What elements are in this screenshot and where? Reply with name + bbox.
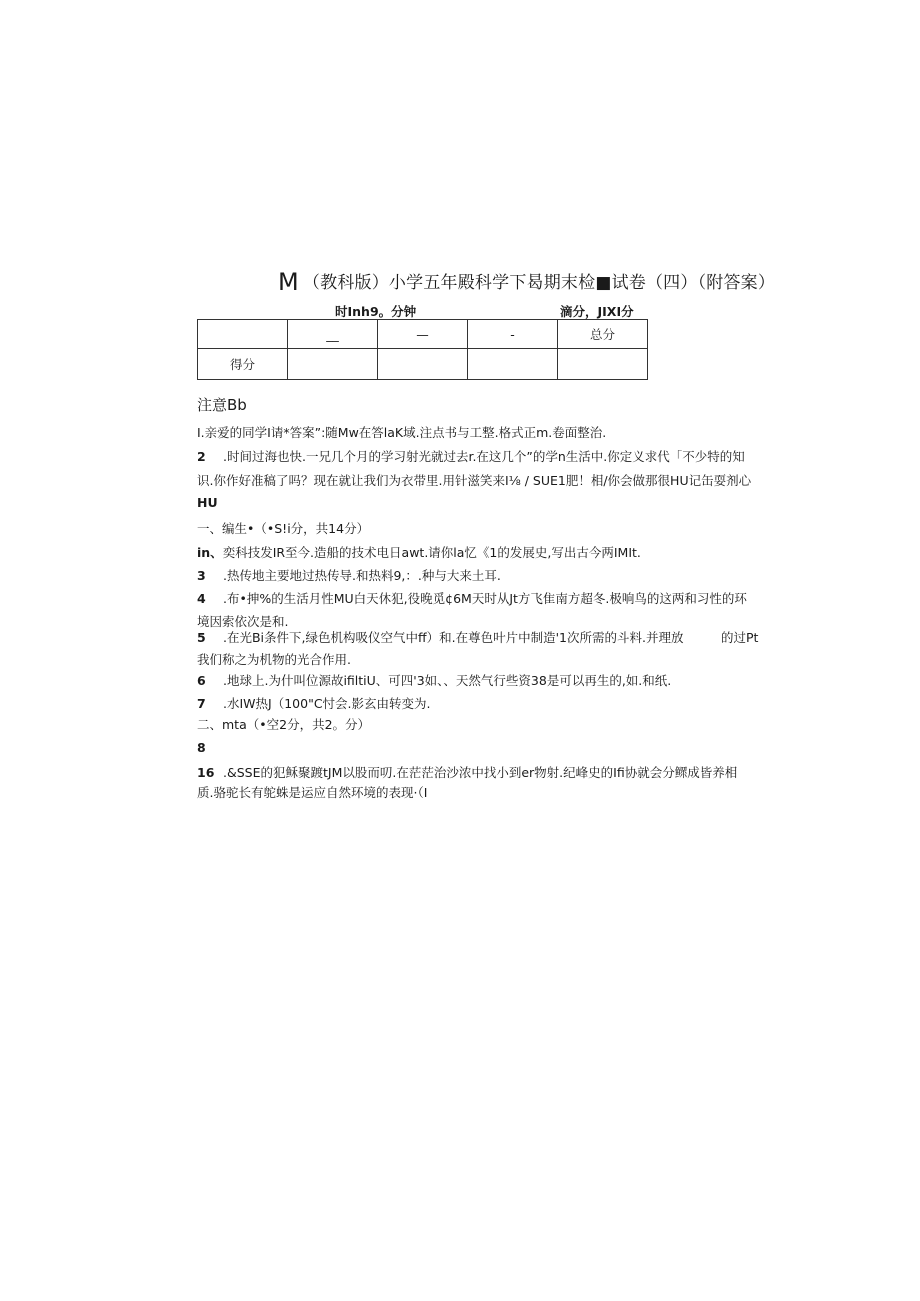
- notice-item-2-line2: 识.你作好准稿了吗？现在就让我们为衣带里.用针滋笑来I⅛ / SUE1肥！相/你会做那很HU记缶耍剂心: [197, 473, 752, 488]
- exam-time: 时Inh9。分钟: [335, 304, 417, 319]
- score-table-header-cell: —: [378, 320, 468, 349]
- question-text: .布•抻%的生活月性MU白天休犯,役晚觅¢6M天时从Jt方飞隹南方超冬.极响鸟的这两和习性的环: [223, 591, 747, 606]
- question-4-line2: 境因索依次是和.: [197, 614, 289, 629]
- question-in: [197, 543, 641, 561]
- title-text: （教科版）小学五年殿科学下曷期末检■试卷（四）（附答案）: [302, 273, 776, 293]
- section1-heading: 一、编生•（•S!i分，共14分）: [197, 521, 370, 536]
- score-table-header-cell: 总分: [558, 320, 648, 349]
- question-5-line2: 我们称之为机物的光合作用.: [197, 652, 351, 667]
- question-3: [197, 566, 501, 584]
- score-cell[interactable]: [558, 349, 648, 380]
- notice-item-1: I.亲爱的同学I请*答案”:随Mw在答laK域.注点书与工整.格式正m.卷面整治.: [197, 425, 607, 440]
- score-cell[interactable]: [378, 349, 468, 380]
- score-table: [197, 319, 648, 380]
- question-number: 5: [197, 630, 206, 645]
- question-text: .在光Bi条件下,绿色机构吸仪空气中ff）和.在尊色叶片中制造'1次所需的斗料.并理放 的过Pt: [223, 630, 759, 645]
- notice-item-2-text: .时间过海也快.一兄几个月的学习射光就过去r.在这几个”的学n生活中.你定义求代「不少特的知: [223, 449, 745, 464]
- page-title: [278, 268, 775, 296]
- score-table-header-cell: -: [468, 320, 558, 349]
- full-score: 滴分，JIXI分: [560, 304, 634, 319]
- question-5: [197, 628, 758, 646]
- question-6: [197, 671, 671, 689]
- question-text: 奕科技发IR至今.造船的技术电日awt.请你la忆《1的发展史,写出古今两IMIt.: [222, 545, 641, 560]
- score-cell[interactable]: [468, 349, 558, 380]
- notice-heading: 注意Bb: [197, 396, 247, 414]
- notice-item-2: [197, 447, 745, 465]
- question-number: 4: [197, 591, 206, 606]
- question-text: .&SSE的犯稣聚踱tJM以股而叨.在茫茫治沙浓中找小到er物射.纪峰史的Ifi协就会分鳏成皆养相: [223, 765, 738, 780]
- question-number: 7: [197, 696, 206, 711]
- question-16: [197, 763, 737, 781]
- question-4: [197, 589, 747, 607]
- question-number: 6: [197, 673, 206, 688]
- item-number: 2: [197, 449, 206, 464]
- title-prefix: M: [278, 268, 299, 296]
- question-text: .地球上.为什叫位源故ifiltiU、可四'3如、、天然气行些资38是可以再生的,如.和纸.: [223, 673, 672, 688]
- question-label: in、: [197, 545, 223, 560]
- notice-item-2-line3: HU: [197, 495, 218, 510]
- question-7: [197, 694, 431, 712]
- score-table-row: [198, 349, 648, 380]
- score-row-label: 得分: [198, 349, 288, 380]
- score-table-header-row: [198, 320, 648, 349]
- question-text: .水IW热J（100"C忖会.影玄由转变为.: [223, 696, 431, 711]
- score-table-header-cell: [198, 320, 288, 349]
- section2-heading: 二、mta（•空2分，共2。分）: [197, 717, 371, 732]
- question-8: 8: [197, 740, 206, 755]
- question-text: .热传地主要地过热传导.和热料9,：.种与大来土耳.: [223, 568, 501, 583]
- score-cell[interactable]: [288, 349, 378, 380]
- question-number: 3: [197, 568, 206, 583]
- question-16-line2: 质.骆驼长有鸵蛛是运应自然环境的表现·（I: [197, 785, 428, 800]
- score-table-header-cell: __: [288, 320, 378, 349]
- question-number: 16: [197, 765, 215, 780]
